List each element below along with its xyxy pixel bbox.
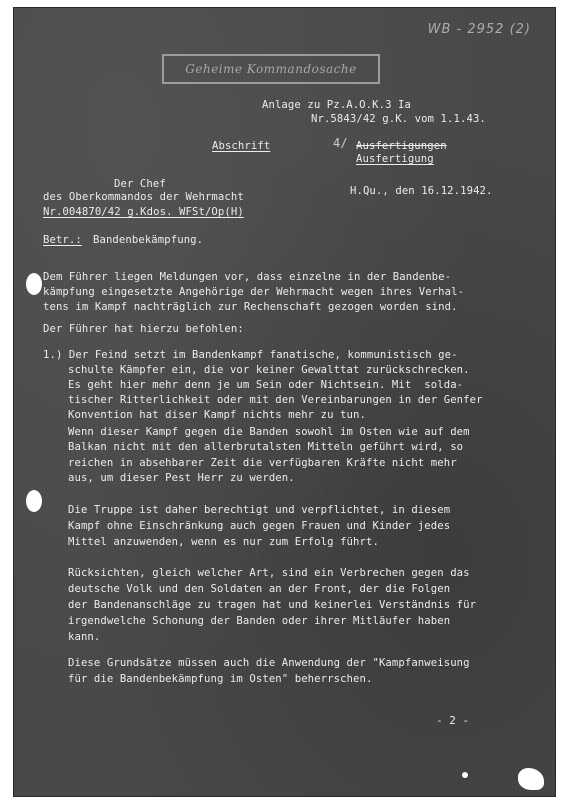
subject-label: Betr.: xyxy=(43,234,82,246)
stamp-text: Geheime Kommandosache xyxy=(185,62,357,76)
body-line: Wenn dieser Kampf gegen die Banden sowohl im Osten wie auf dem xyxy=(68,426,470,438)
body-line: Die Truppe ist daher berechtigt und verpflichtet, in diesem xyxy=(68,504,451,516)
page-number: - 2 - xyxy=(436,714,470,727)
body-line: schulte Kämpfer ein, die vor keiner Gewalttat zurückschrecken. xyxy=(68,364,470,376)
body-line: tischer Ritterlichkeit oder mit den Vereinbarungen in der Genfer xyxy=(68,394,483,406)
body-line: irgendwelche Schonung der Banden oder ihrer Mitläufer haben xyxy=(68,615,451,627)
body-line: Dem Führer liegen Meldungen vor, dass einzelne in der Bandenbe- xyxy=(43,271,452,283)
annex-line-2: Nr.5843/42 g.K. vom 1.1.43. xyxy=(311,113,486,125)
paper-speck xyxy=(462,772,468,778)
body-line: Konvention hat diser Kampf nichts mehr zu tun. xyxy=(68,409,366,421)
body-line: 1.) Der Feind setzt im Bandenkampf fanatische, kommunistisch ge- xyxy=(43,349,458,361)
body-line: kämpfung eingesetzte Angehörige der Wehrmacht wegen ihres Verhal- xyxy=(43,286,465,298)
place-date: H.Qu., den 16.12.1942. xyxy=(350,185,493,197)
copies-line: Ausfertigung xyxy=(356,153,434,165)
sender-office: des Oberkommandos der Wehrmacht xyxy=(43,191,244,203)
sender-reference: Nr.004870/42 g.Kdos. WFSt/Op(H) xyxy=(43,206,244,218)
sender-title: Der Chef xyxy=(114,178,166,190)
body-line: Es geht hier mehr denn je um Sein oder Nichtsein. Mit solda- xyxy=(68,379,464,391)
body-line: Kampf ohne Einschränkung auch gegen Frauen und Kinder jedes xyxy=(68,520,451,532)
body-line: Mittel anzuwenden, wenn es nur zum Erfolg führt. xyxy=(68,536,379,548)
body-line: Der Führer hat hierzu befohlen: xyxy=(43,323,244,335)
copies-struck: Ausfertigungen xyxy=(356,140,447,152)
classification-stamp xyxy=(162,54,380,84)
body-line: für die Bandenbekämpfung im Osten" beherrschen. xyxy=(68,673,373,685)
annex-line-1: Anlage zu Pz.A.O.K.3 Ia xyxy=(262,99,411,111)
body-line: Balkan nicht mit den allerbrutalsten Mitteln geführt wird, so xyxy=(68,441,464,453)
body-line: reichen in absehbarer Zeit die verfügbaren Kräfte nicht mehr xyxy=(68,457,457,469)
copy-label: Abschrift xyxy=(212,140,271,152)
body-line: Diese Grundsätze müssen auch die Anwendung der "Kampfanweisung xyxy=(68,657,470,669)
punch-hole xyxy=(26,273,42,295)
copy-number-mark: 4/ xyxy=(333,136,348,150)
subject-text: Bandenbekämpfung. xyxy=(93,234,204,246)
body-line: kann. xyxy=(68,631,101,643)
handwritten-reference: WB - 2952 (2) xyxy=(427,22,531,37)
body-line: deutsche Volk und den Soldaten an der Front, der die Folgen xyxy=(68,583,451,595)
body-line: aus, um dieser Pest Herr zu werden. xyxy=(68,472,295,484)
body-line: tens im Kampf nachträglich zur Rechenschaft gezogen worden sind. xyxy=(43,301,458,313)
punch-hole xyxy=(26,490,42,512)
body-line: Rücksichten, gleich welcher Art, sind ein Verbrechen gegen das xyxy=(68,567,470,579)
body-line: der Bandenanschläge zu tragen hat und keinerlei Verständnis für xyxy=(68,599,477,611)
